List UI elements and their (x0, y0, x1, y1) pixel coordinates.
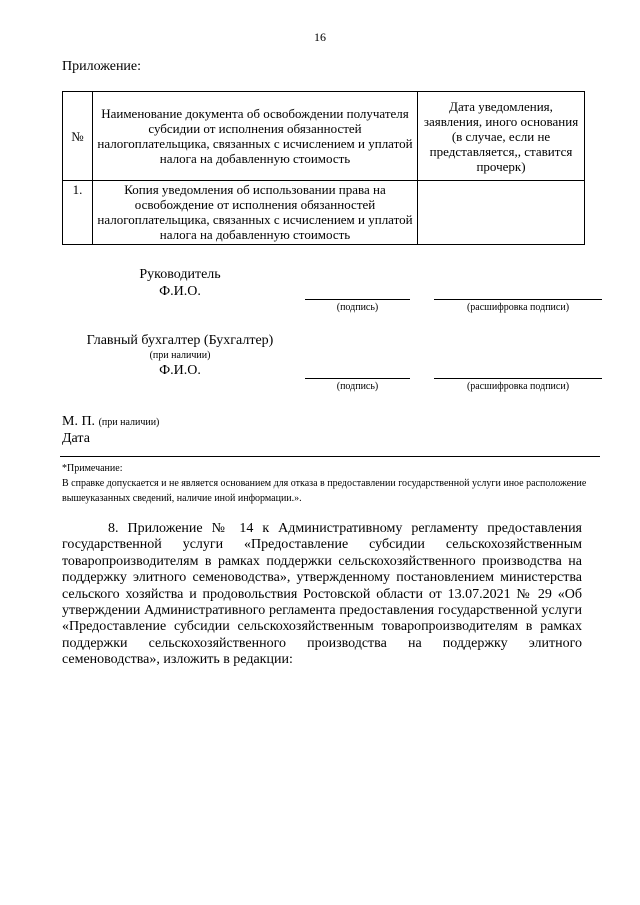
stamp-line (62, 414, 159, 430)
note-divider (60, 456, 600, 457)
table-header-row (63, 92, 585, 181)
row-notice-date (418, 181, 585, 245)
head-decoding-caption: (расшифровка подписи) (466, 302, 570, 313)
stamp-label: М. П. (62, 414, 96, 429)
accountant-note: (при наличии) (149, 350, 211, 361)
table-row (63, 181, 585, 245)
head-title: Руководитель (139, 267, 221, 282)
accountant-decoding-caption: (расшифровка подписи) (466, 381, 570, 392)
accountant-signature-caption: (подпись) (336, 381, 379, 392)
header-notice-date: Дата уведомления, заявления, иного основания (в случае, если не представляется,, ставится прочерк) (418, 92, 585, 181)
accountant-decoding-line (434, 378, 602, 379)
header-document-name: Наименование документа об освобождении получателя субсидии от исполнения обязанностей налогоплательщика, связанных с исчислением и уплатой налога на добавленную стоимость (93, 92, 418, 181)
row-document-name: Копия уведомления об использовании права на освобождение от исполнения обязанностей налогоплательщика, связанных с исчислением и уплатой налога на добавленную стоимость (93, 181, 418, 245)
appendix-title: Приложение: (62, 59, 142, 74)
head-fio: Ф.И.О. (159, 284, 201, 299)
head-decoding-line (434, 299, 602, 300)
note-title: *Примечание: (62, 463, 123, 474)
page-number: 16 (314, 30, 326, 44)
appendix-table (62, 91, 585, 245)
accountant-fio: Ф.И.О. (159, 363, 201, 378)
note-block (62, 461, 602, 506)
accountant-signature-line (305, 378, 410, 379)
header-number: № (63, 92, 93, 181)
head-signature-line (305, 299, 410, 300)
head-signature-caption: (подпись) (336, 302, 379, 313)
row-number: 1. (63, 181, 93, 245)
date-label: Дата (62, 431, 90, 446)
accountant-title: Главный бухгалтер (Бухгалтер) (86, 333, 274, 348)
note-text: В справке допускается и не является основанием для отказа в предоставлении государственной услуги иное расположение вышеуказанных сведений, наличие иной информации.». (62, 478, 587, 504)
stamp-note: (при наличии) (98, 417, 160, 428)
body-paragraph: 8. Приложение № 14 к Административному регламенту предоставления государственной услуги «Предоставление субсидии сельскохозяйственным товаропроизводителям в рамках поддержки сельскохозяйственного производства на поддержку элитного семеноводства», утвержденному постановлением министерства сельского хозяйства и продовольствия Ростовской области от 13.07.2021 № 29 «Об утверждении Административного регламента предоставления государственной услуги «Предоставление субсидии сельскохозяйственным товаропроизводителям в рамках поддержки сельскохозяйственного производства на поддержку элитного семеноводства», изложить в редакции: (62, 521, 582, 668)
